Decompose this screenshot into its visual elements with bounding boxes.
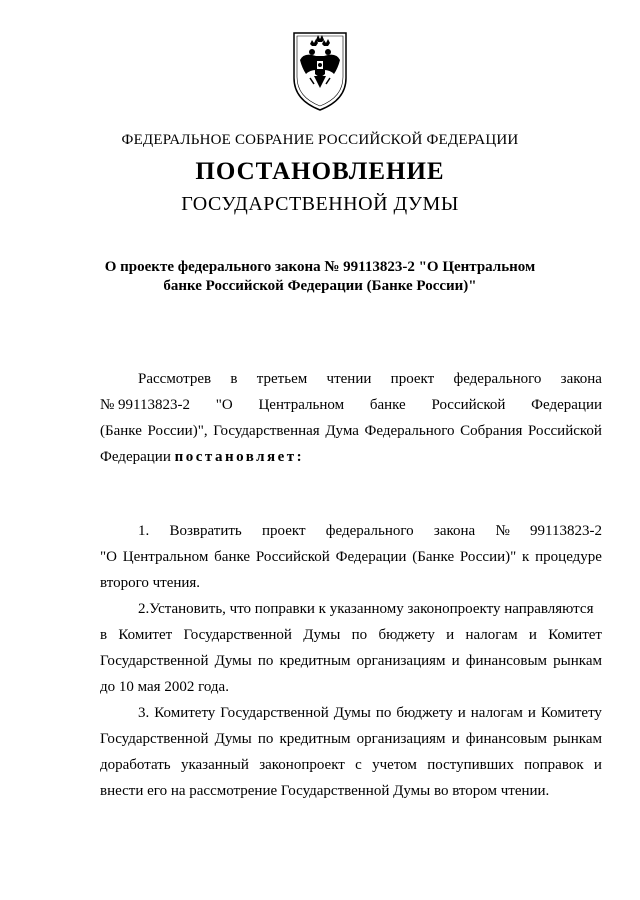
word: Федерации [531, 397, 602, 413]
word: доработать [100, 757, 171, 773]
text-line [100, 700, 602, 726]
word: закона [433, 523, 476, 539]
word: федерального [453, 371, 542, 387]
word: Думы [214, 731, 252, 747]
word: налогам [470, 705, 523, 721]
word: рынкам [553, 731, 602, 747]
word: Российской [528, 423, 602, 439]
word: банке [369, 397, 406, 413]
word: 3. [138, 705, 150, 721]
subject-line: О проекте федерального закона № 99113823-2 "О Центральном [104, 259, 536, 275]
text-line [100, 518, 602, 544]
word: Центральном [258, 397, 345, 413]
text-line: внести его на рассмотрение Государственной Думы во втором чтении. [100, 783, 550, 799]
resolves-keyword: постановляет: [174, 449, 305, 465]
word: по [257, 653, 274, 669]
word: Федерального [364, 423, 455, 439]
word: учетом [372, 757, 417, 773]
word: и [451, 653, 460, 669]
word: законопроект [259, 757, 345, 773]
word: по [375, 705, 392, 721]
word: по [257, 731, 274, 747]
word: 1. [138, 523, 150, 539]
word: поправок [524, 757, 584, 773]
text-line [100, 726, 602, 752]
word: проект [390, 371, 435, 387]
word: и [527, 705, 536, 721]
text-line [100, 366, 602, 392]
word: бюджету [378, 627, 435, 643]
clause-1 [100, 518, 602, 596]
word: Российской [255, 549, 330, 565]
coat-of-arms-icon [290, 30, 350, 112]
word: Федерации [100, 449, 175, 465]
word: Собрания [460, 423, 523, 439]
word: и [593, 757, 602, 773]
document-organization-title: ГОСУДАРСТВЕННОЙ ДУМЫ [181, 193, 459, 215]
word: "О [215, 397, 233, 413]
word: третьем [256, 371, 308, 387]
issuer-heading: ФЕДЕРАЛЬНОЕ СОБРАНИЕ РОССИЙСКОЙ ФЕДЕРАЦИИ [121, 132, 519, 148]
word: в [100, 627, 108, 643]
text-line [100, 752, 602, 778]
word: № 99113823-2 [100, 397, 190, 413]
word: "О [100, 549, 117, 565]
word: и [528, 627, 537, 643]
word: бюджету [396, 705, 453, 721]
word: указанный [180, 757, 249, 773]
word: Дума [325, 423, 359, 439]
text-line [100, 648, 602, 674]
word: Думы [333, 705, 371, 721]
word: рынкам [553, 653, 602, 669]
text-line [100, 544, 602, 570]
word: закона [560, 371, 602, 387]
word: проект [262, 523, 306, 539]
text-line [100, 622, 602, 648]
word: Думы [214, 653, 252, 669]
word: налогам [465, 627, 518, 643]
word: с [355, 757, 362, 773]
word: и [446, 627, 455, 643]
word: № [495, 523, 510, 539]
text-line: до 10 мая 2002 года. [100, 679, 229, 695]
word: и [451, 731, 460, 747]
word: (Банке [100, 423, 142, 439]
preamble-paragraph [100, 366, 602, 470]
word: Государственной [220, 705, 329, 721]
word: чтении [326, 371, 372, 387]
word: финансовым [465, 653, 548, 669]
word: Государственной [100, 653, 209, 669]
word: Государственной [100, 731, 209, 747]
word: Комитет [118, 627, 173, 643]
text-line [100, 392, 602, 418]
text-line [100, 418, 602, 444]
word: кредитным [279, 731, 351, 747]
word: кредитным [279, 653, 351, 669]
word: процедуре [535, 549, 602, 565]
word: Рассмотрев [138, 371, 212, 387]
word: в [230, 371, 238, 387]
word: Возвратить [169, 523, 242, 539]
word: России)" [459, 549, 517, 565]
document-subject [100, 258, 540, 296]
word: организациям [356, 731, 446, 747]
word: финансовым [465, 731, 548, 747]
word: Комитет [548, 627, 602, 643]
word: России)", [147, 423, 208, 439]
word: Комитету [154, 705, 216, 721]
word: Центральном [122, 549, 209, 565]
clause-3 [100, 700, 602, 804]
word: банке [214, 549, 251, 565]
word: и [457, 705, 466, 721]
word: Федерации [335, 549, 407, 565]
word: Комитету [540, 705, 602, 721]
word: организациям [356, 653, 446, 669]
clause-2 [100, 596, 602, 700]
text-line [100, 444, 602, 470]
word: Государственная [213, 423, 320, 439]
subject-line: банке Российской Федерации (Банке России)" [163, 278, 477, 294]
word: 99113823-2 [530, 523, 602, 539]
word: Государственной [183, 627, 292, 643]
word: федерального [325, 523, 414, 539]
word: (Банке [412, 549, 455, 565]
text-line: второго чтения. [100, 575, 201, 591]
word: Российской [431, 397, 506, 413]
word: Думы [303, 627, 341, 643]
word: к [522, 549, 530, 565]
text-line: 2.Установить, что поправки к указанному законопроекту направляются [138, 601, 594, 617]
word: по [351, 627, 368, 643]
document-type-title: ПОСТАНОВЛЕНИЕ [195, 158, 445, 185]
word: поступивших [427, 757, 514, 773]
